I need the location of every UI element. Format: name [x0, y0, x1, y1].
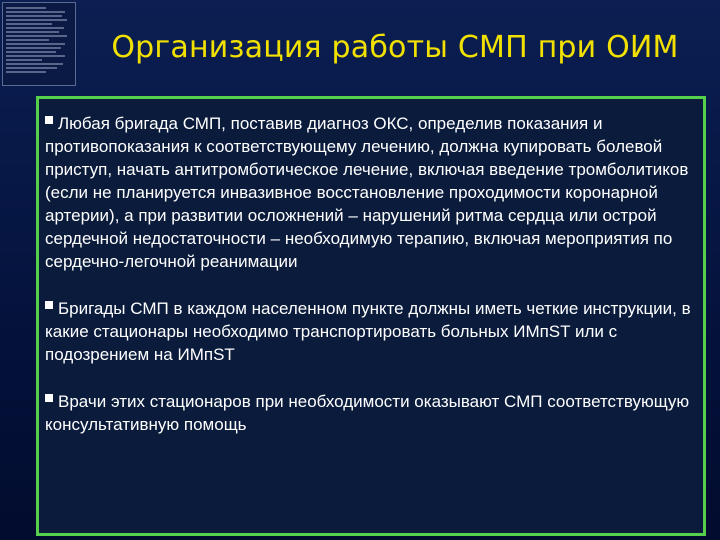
thumbnail-line	[6, 11, 65, 13]
thumbnail-line	[6, 35, 67, 37]
thumbnail-line	[6, 59, 42, 61]
thumbnail-line	[6, 51, 56, 53]
document-thumbnail	[2, 2, 76, 86]
thumbnail-line	[6, 31, 59, 33]
bullet-item	[45, 112, 699, 273]
bullet-text: Любая бригада СМП, поставив диагноз ОКС, определив показания и противопоказания к соответствующему лечению, должна купировать болевой приступ, начать антитромботическое лечение, включая введение тромболитиков (если не планируется инвазивное восстановление проходимости коронарной артерии), а при развитии осложнений – нарушений ритма сердца или острой сердечной недостаточности – необходимую терапию, включая мероприятия по сердечно-легочной реанимации	[45, 114, 689, 271]
bullet-text: Бригады СМП в каждом населенном пункте должны иметь четкие инструкции, в какие стационары необходимо транспортировать больных ИМпST или с подозрением на ИМпST	[45, 299, 691, 364]
slide-title: Организация работы СМП при ОИМ	[111, 30, 679, 65]
thumbnail-line	[6, 47, 61, 49]
thumbnail-line	[6, 43, 65, 45]
thumbnail-line	[6, 55, 65, 57]
thumbnail-line	[6, 67, 57, 69]
thumbnail-line	[6, 39, 49, 41]
thumbnail-line	[6, 7, 46, 9]
bullet-text: Врачи этих стационаров при необходимости оказывают СМП соответствующую консультативную помощь	[45, 392, 690, 434]
thumbnail-line	[6, 19, 67, 21]
bullet-square-icon	[45, 394, 53, 402]
thumbnail-line	[6, 23, 52, 25]
thumbnail-line	[6, 71, 46, 73]
bullet-square-icon	[45, 301, 53, 309]
thumbnail-line	[6, 27, 64, 29]
thumbnail-line	[6, 15, 62, 17]
content-frame	[36, 96, 706, 536]
bullet-square-icon	[45, 116, 53, 124]
bullet-item	[45, 390, 699, 436]
bullet-item	[45, 297, 699, 366]
thumbnail-line	[6, 63, 63, 65]
